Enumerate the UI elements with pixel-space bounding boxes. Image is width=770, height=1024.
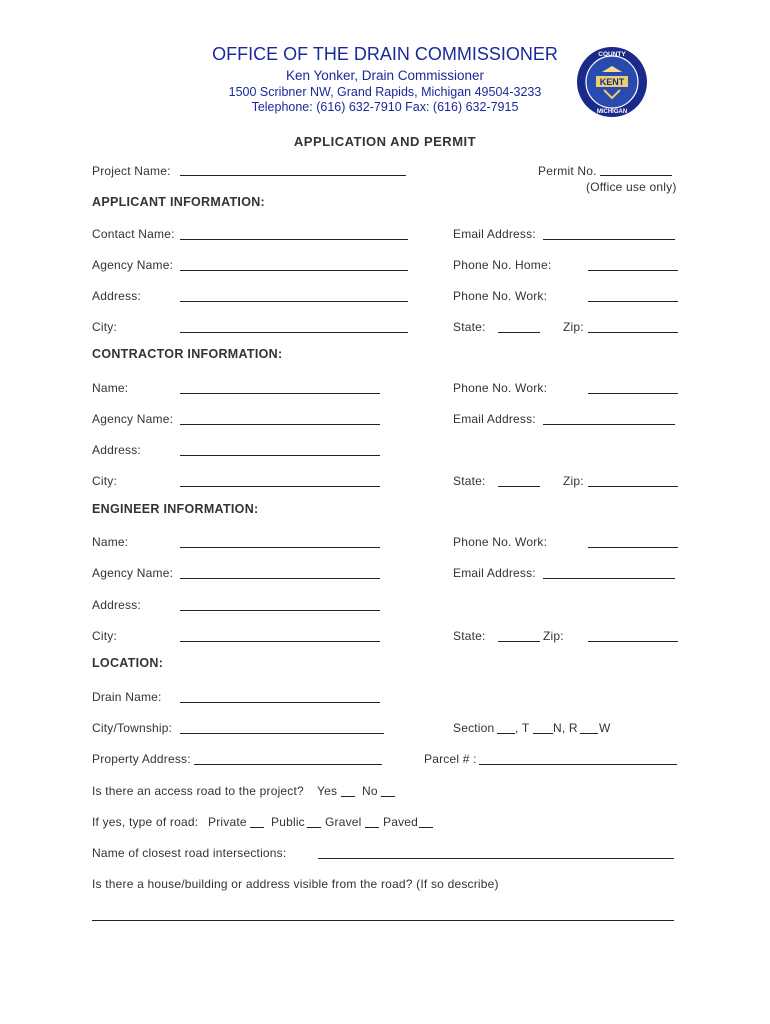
engineer-agency-label: Agency Name: xyxy=(92,566,174,580)
contractor-email-field[interactable] xyxy=(543,424,675,425)
contractor-phone-work-field[interactable] xyxy=(588,393,678,394)
visible-address-question: Is there a house/building or address visible from the road? (If so describe) xyxy=(92,877,499,891)
office-address: 1500 Scribner NW, Grand Rapids, Michigan 49504-3233 xyxy=(228,85,542,99)
applicant-city-label: City: xyxy=(92,320,117,334)
engineer-heading: ENGINEER INFORMATION: xyxy=(92,502,259,516)
applicant-state-label: State: xyxy=(453,320,486,334)
contractor-zip-label: Zip: xyxy=(563,474,584,488)
contractor-phone-work-label: Phone No. Work: xyxy=(453,381,548,395)
access-road-no-field[interactable] xyxy=(381,796,395,797)
contractor-agency-field[interactable] xyxy=(180,424,380,425)
contractor-state-label: State: xyxy=(453,474,486,488)
access-road-question: Is there an access road to the project? xyxy=(92,784,304,798)
parcel-label: Parcel # : xyxy=(424,752,477,766)
road-private-label: Private xyxy=(208,815,247,829)
applicant-city-field[interactable] xyxy=(180,332,408,333)
commissioner-name: Ken Yonker, Drain Commissioner xyxy=(285,68,485,83)
engineer-zip-field[interactable] xyxy=(588,641,678,642)
contractor-name-field[interactable] xyxy=(180,393,380,394)
road-paved-field[interactable] xyxy=(419,827,433,828)
contractor-heading: CONTRACTOR INFORMATION: xyxy=(92,347,283,361)
city-township-label: City/Township: xyxy=(92,721,173,735)
range-field[interactable] xyxy=(580,733,598,734)
drain-name-label: Drain Name: xyxy=(92,690,162,704)
engineer-phone-work-label: Phone No. Work: xyxy=(453,535,548,549)
applicant-contact-field[interactable] xyxy=(180,239,408,240)
road-gravel-label: Gravel xyxy=(325,815,362,829)
contractor-city-label: City: xyxy=(92,474,117,488)
applicant-phone-work-field[interactable] xyxy=(588,301,678,302)
engineer-email-field[interactable] xyxy=(543,578,675,579)
applicant-email-field[interactable] xyxy=(543,239,675,240)
range-label: N, R xyxy=(553,721,578,735)
engineer-phone-work-field[interactable] xyxy=(588,547,678,548)
contractor-address-field[interactable] xyxy=(180,455,380,456)
engineer-state-field[interactable] xyxy=(498,641,540,642)
contractor-address-label: Address: xyxy=(92,443,141,457)
seal-top-text: COUNTY xyxy=(598,51,626,58)
access-road-yes-label: Yes xyxy=(317,784,338,798)
applicant-phone-home-label: Phone No. Home: xyxy=(453,258,552,272)
road-public-field[interactable] xyxy=(307,827,321,828)
parcel-field[interactable] xyxy=(479,764,677,765)
project-name-field[interactable] xyxy=(180,175,406,176)
road-private-field[interactable] xyxy=(250,827,264,828)
drain-name-field[interactable] xyxy=(180,702,380,703)
engineer-city-label: City: xyxy=(92,629,117,643)
engineer-name-field[interactable] xyxy=(180,547,380,548)
contractor-state-field[interactable] xyxy=(498,486,540,487)
road-gravel-field[interactable] xyxy=(365,827,379,828)
engineer-email-label: Email Address: xyxy=(453,566,536,580)
seal-bottom-text: MICHIGAN xyxy=(596,109,628,115)
engineer-name-label: Name: xyxy=(92,535,129,549)
engineer-agency-field[interactable] xyxy=(180,578,380,579)
engineer-city-field[interactable] xyxy=(180,641,380,642)
engineer-zip-label: Zip: xyxy=(543,629,564,643)
form-title: APPLICATION AND PERMIT xyxy=(293,134,477,149)
access-road-yes-field[interactable] xyxy=(341,796,355,797)
applicant-contact-label: Contact Name: xyxy=(92,227,175,241)
applicant-zip-field[interactable] xyxy=(588,332,678,333)
applicant-agency-label: Agency Name: xyxy=(92,258,174,272)
visible-address-field[interactable] xyxy=(92,920,674,921)
location-heading: LOCATION: xyxy=(92,656,164,670)
contractor-name-label: Name: xyxy=(92,381,129,395)
contractor-zip-field[interactable] xyxy=(588,486,678,487)
office-phones: Telephone: (616) 632-7910 Fax: (616) 632-7915 xyxy=(251,100,519,114)
office-use-only-note: (Office use only) xyxy=(586,180,677,194)
office-title: OFFICE OF THE DRAIN COMMISSIONER xyxy=(212,44,558,64)
permit-no-field xyxy=(600,175,672,176)
applicant-address-field[interactable] xyxy=(180,301,408,302)
permit-no-label: Permit No. xyxy=(538,164,597,178)
applicant-state-field[interactable] xyxy=(498,332,540,333)
applicant-address-label: Address: xyxy=(92,289,141,303)
applicant-phone-home-field[interactable] xyxy=(588,270,678,271)
access-road-no-label: No xyxy=(362,784,378,798)
road-type-question: If yes, type of road: xyxy=(92,815,199,829)
township-label: , T xyxy=(515,721,530,735)
engineer-address-label: Address: xyxy=(92,598,141,612)
contractor-city-field[interactable] xyxy=(180,486,380,487)
kent-county-seal xyxy=(576,46,648,118)
range-west-label: W xyxy=(599,721,611,735)
applicant-phone-work-label: Phone No. Work: xyxy=(453,289,548,303)
contractor-email-label: Email Address: xyxy=(453,412,536,426)
contractor-agency-label: Agency Name: xyxy=(92,412,174,426)
section-label: Section xyxy=(453,721,495,735)
applicant-agency-field[interactable] xyxy=(180,270,408,271)
engineer-address-field[interactable] xyxy=(180,610,380,611)
property-address-label: Property Address: xyxy=(92,752,191,766)
road-paved-label: Paved xyxy=(383,815,419,829)
city-township-field[interactable] xyxy=(180,733,384,734)
applicant-zip-label: Zip: xyxy=(563,320,584,334)
project-name-label: Project Name: xyxy=(92,164,171,178)
section-field[interactable] xyxy=(497,733,515,734)
applicant-heading: APPLICANT INFORMATION: xyxy=(92,195,266,209)
intersections-field[interactable] xyxy=(318,858,674,859)
road-public-label: Public xyxy=(271,815,305,829)
township-field[interactable] xyxy=(533,733,553,734)
intersections-label: Name of closest road intersections: xyxy=(92,846,287,860)
applicant-email-label: Email Address: xyxy=(453,227,536,241)
seal-center-text: KENT xyxy=(599,77,625,87)
engineer-state-label: State: xyxy=(453,629,486,643)
property-address-field[interactable] xyxy=(194,764,382,765)
